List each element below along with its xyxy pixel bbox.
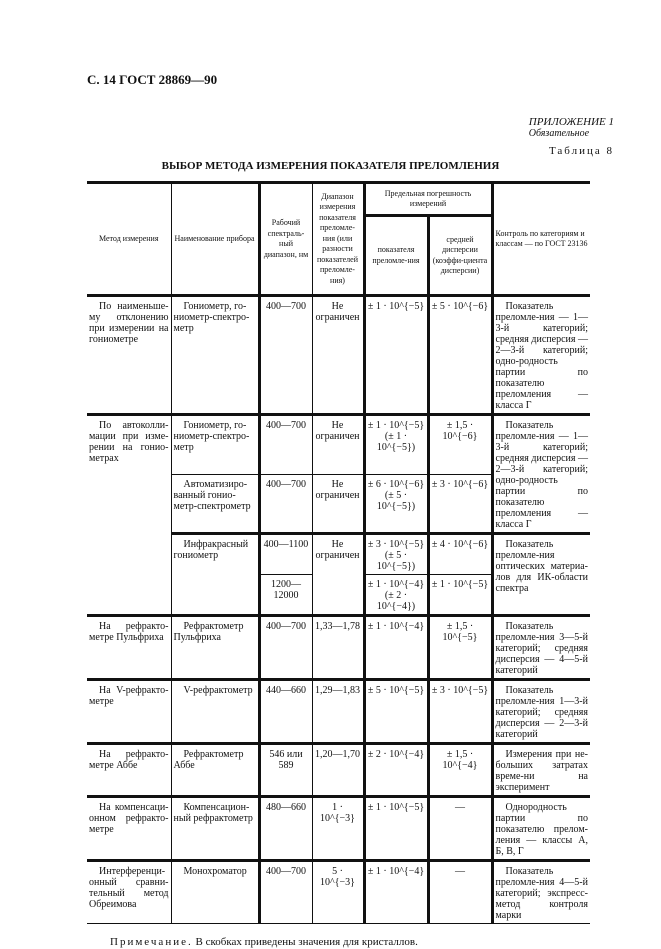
- cell-spectral: 400—700: [259, 474, 312, 534]
- cell-device: Компенсацион-ный рефрактометр: [171, 797, 259, 861]
- cell-err-n: ± 1 · 10^{−4}: [364, 616, 428, 680]
- cell-method: По наименьше-му отклонению при измерении на гониометре: [87, 296, 171, 415]
- cell-err-d: ± 1,5 · 10^{−4}: [428, 744, 492, 797]
- table-row: [87, 415, 590, 475]
- cell-method: На V-рефракто-метре: [87, 680, 171, 744]
- appendix-title: ПРИЛОЖЕНИЕ 1: [528, 116, 614, 128]
- cell-err-d: —: [428, 797, 492, 861]
- cell-device: Автоматизиро-ванный гонио-метр-спектрометр: [171, 474, 259, 534]
- cell-err-d: ± 1 · 10^{−5}: [428, 575, 492, 616]
- table-row: [87, 744, 590, 797]
- cell-err-n: ± 1 · 10^{−4} (± 2 · 10^{−4}): [364, 575, 428, 616]
- cell-method: На компенсаци-онном рефракто-метре: [87, 797, 171, 861]
- col-error-disp: средней дисперсии (коэффи-циента дисперсии): [428, 216, 492, 296]
- cell-err-d: ± 3 · 10^{−5}: [428, 680, 492, 744]
- cell-range: 5 · 10^{−3}: [312, 861, 364, 924]
- cell-range: Не ограничен: [312, 296, 364, 415]
- table-title: ВЫБОР МЕТОДА ИЗМЕРЕНИЯ ПОКАЗАТЕЛЯ ПРЕЛОМЛЕНИЯ: [161, 160, 500, 172]
- cell-spectral: 1200—12000: [259, 575, 312, 616]
- table-row: [87, 797, 590, 861]
- cell-err-d: ± 1,5 · 10^{−6}: [428, 415, 492, 475]
- cell-control: Однородность партии по показателю прелом-ления — классы А, Б, В, Г: [492, 797, 590, 861]
- cell-spectral: 440—660: [259, 680, 312, 744]
- cell-spectral: 400—700: [259, 616, 312, 680]
- cell-device: Рефрактометр Пульфриха: [171, 616, 259, 680]
- appendix-label: [529, 116, 614, 140]
- table-row: [87, 616, 590, 680]
- cell-method: На рефракто-метре Аббе: [87, 744, 171, 797]
- cell-err-n: ± 1 · 10^{−5} (± 1 · 10^{−5}): [364, 415, 428, 475]
- table-row: [87, 296, 590, 415]
- table-label: Таблица 8: [548, 145, 614, 157]
- cell-range: 1,20—1,70: [312, 744, 364, 797]
- page-header: С. 14 ГОСТ 28869—90: [87, 72, 218, 87]
- cell-spectral: 400—1100: [259, 534, 312, 575]
- cell-range: Не ограничен: [312, 415, 364, 475]
- cell-range: 1,29—1,83: [312, 680, 364, 744]
- col-device: Наименование прибора: [171, 183, 259, 296]
- cell-spectral: 400—700: [259, 415, 312, 475]
- col-control: Контроль по категориям и классам — по ГОСТ 23136: [492, 183, 590, 296]
- cell-err-n: ± 3 · 10^{−5} (± 5 · 10^{−5}): [364, 534, 428, 575]
- cell-control: Показатель преломле-ния — 1—3-й категорий; средняя дисперсия — 2—3-й категорий; одно-родность партии по показателю преломления — класса Г: [492, 415, 590, 534]
- cell-err-n: ± 2 · 10^{−4}: [364, 744, 428, 797]
- cell-control: Показатель преломле-ния оптических материа-лов для ИК-области спектра: [492, 534, 590, 616]
- cell-control: Показатель преломле-ния 4—5-й категорий; экспресс-метод контроля марки: [492, 861, 590, 924]
- cell-err-d: ± 5 · 10^{−6}: [428, 296, 492, 415]
- cell-err-d: —: [428, 861, 492, 924]
- cell-device: Гониометр, го-ниометр-спектро-метр: [171, 415, 259, 475]
- cell-range: Не ограничен: [312, 474, 364, 534]
- cell-err-d: ± 1,5 · 10^{−5}: [428, 616, 492, 680]
- cell-device: Гониометр, го-ниометр-спектро-метр: [171, 296, 259, 415]
- cell-device: Монохроматор: [171, 861, 259, 924]
- cell-err-n: ± 6 · 10^{−6} (± 5 · 10^{−5}): [364, 474, 428, 534]
- cell-err-n: ± 1 · 10^{−4}: [364, 861, 428, 924]
- cell-control: Измерения при не-больших затратах време-ни на эксперимент: [492, 744, 590, 797]
- cell-err-n: ± 5 · 10^{−5}: [364, 680, 428, 744]
- cell-range: 1,33—1,78: [312, 616, 364, 680]
- cell-spectral: 400—700: [259, 861, 312, 924]
- note-text: В скобках приведены значения для кристаллов.: [192, 936, 418, 948]
- table-wrapper: [87, 181, 590, 949]
- cell-method: Интерференци-онный сравни-тельный метод Обреимова: [87, 861, 171, 924]
- cell-method: По автоколли-мации при изме-рении на гонио-метрах: [87, 415, 171, 616]
- table-row: [87, 861, 590, 924]
- cell-range: 1 · 10^{−3}: [312, 797, 364, 861]
- table-note: [110, 936, 590, 949]
- cell-spectral: 480—660: [259, 797, 312, 861]
- cell-device: Инфракрасный гониометр: [171, 534, 259, 616]
- cell-err-d: ± 3 · 10^{−6}: [428, 474, 492, 534]
- col-range: Диапазон измерения показателя преломле-ния (или разности показателей преломле-ния): [312, 183, 364, 296]
- method-table: [87, 181, 590, 924]
- col-method: Метод измерения: [87, 183, 171, 296]
- col-error-group: Предельная погрешность измерений: [364, 183, 492, 216]
- note-label: Примечание.: [110, 936, 193, 948]
- cell-err-d: ± 4 · 10^{−6}: [428, 534, 492, 575]
- table-row: [87, 680, 590, 744]
- cell-spectral: 546 или 589: [259, 744, 312, 797]
- cell-method: На рефракто-метре Пульфриха: [87, 616, 171, 680]
- appendix-subtitle: Обязательное: [528, 128, 590, 139]
- cell-spectral: 400—700: [259, 296, 312, 415]
- cell-device: V-рефрактометр: [171, 680, 259, 744]
- cell-range: Не ограничен: [312, 534, 364, 616]
- cell-err-n: ± 1 · 10^{−5}: [364, 296, 428, 415]
- cell-device: Рефрактометр Аббе: [171, 744, 259, 797]
- cell-err-n: ± 1 · 10^{−5}: [364, 797, 428, 861]
- cell-control: Показатель преломле-ния 3—5-й категорий; средняя дисперсия — 4—5-й категорий: [492, 616, 590, 680]
- col-spectral: Рабочий спектраль-ный диапазон, нм: [259, 183, 312, 296]
- col-error-index: показателя преломле-ния: [364, 216, 428, 296]
- cell-control: Показатель преломле-ния 1—3-й категорий; средняя дисперсия — 2—3-й категорий: [492, 680, 590, 744]
- cell-control: Показатель преломле-ния — 1—3-й категорий; средняя дисперсия — 2—3-й категорий; одно-родность партии по показателю преломления — класса Г: [492, 296, 590, 415]
